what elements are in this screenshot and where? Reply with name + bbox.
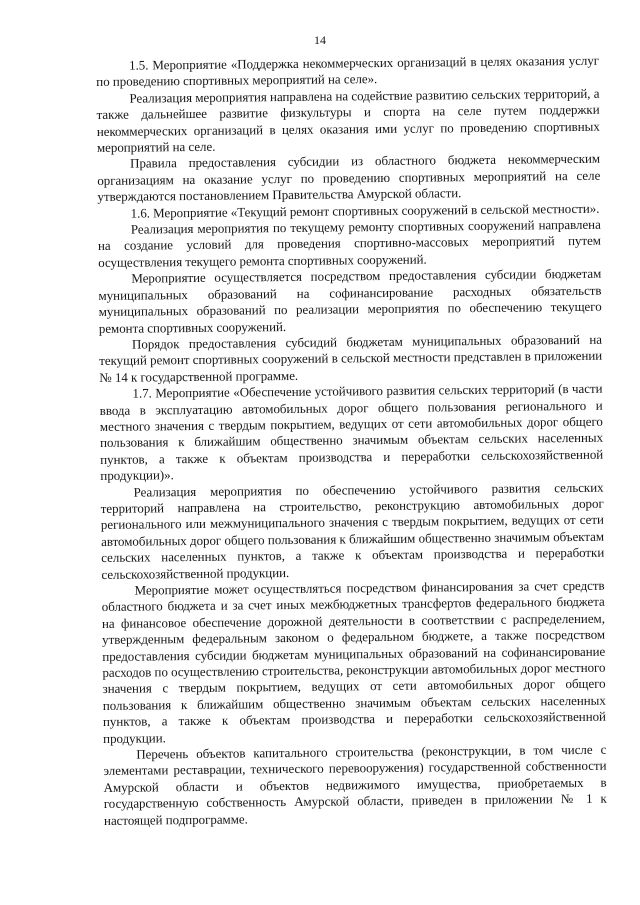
paragraph-1-5-heading: 1.5. Мероприятие «Поддержка некоммерческих организаций в целях оказания услуг по проведению спортивных мероприятий на селе».	[96, 52, 600, 90]
document-body	[96, 53, 607, 829]
paragraph-1-6-mechanism: Мероприятие осуществляется посредством предоставления субсидии бюджетам муниципальных образований на софинансирование расходных обязательств муниципальных образований по реализации мероприятия по обеспечению текущего ремонта спортивных сооружений.	[98, 266, 602, 336]
paragraph-1-7-object-list: Перечень объектов капитального строительства (реконструкции, в том числе с элементами реставрации, технического перевооружения) государственной собственности Амурской области и объектов недвижимого имущества, приобретаемых в государственную собственность Амурской области, приведен в приложении № 1 к настоящей подпрограмме.	[103, 741, 607, 828]
paragraph-1-7-heading: 1.7. Мероприятие «Обеспечение устойчивого развития сельских территорий (в части ввода в эксплуатацию автомобильных дорог общего пользования регионального и местного значения с твердым покрытием, ведущих от сети автомобильных дорог общего пользования к ближайшим общественно значимым объектам сельских населенных пунктов, а также к объектам производства и переработки сельскохозяйственной продукции)».	[99, 380, 604, 484]
page-number: 14	[314, 33, 326, 47]
paragraph-1-6-heading: 1.6. Мероприятие «Текущий ремонт спортивных сооружений в сельской местности».	[130, 200, 600, 221]
paragraph-1-7-financing: Мероприятие может осуществляться посредством финансирования за счет средств областного бюджета и за счет иных межбюджетных трансфертов федерального бюджета на финансовое обеспечение дорожной деятельности в соответствии с распределением, утвержденным федеральным законом о федеральном бюджете, а также посредством предоставления субсидии бюджетам муниципальных образований на софинансирование расходов по осуществлению строительства, реконструкции автомобильных дорог местного значения с твердым покрытием, ведущих от сети автомобильных дорог общего пользования к ближайшим общественно значимым объектам сельских населенных пунктов, а также к объектам производства и переработки сельскохозяйственной продукции.	[101, 577, 607, 746]
paragraph-1-6-purpose: Реализация мероприятия по текущему ремонту спортивных сооружений направлена на создание условий для проведения спортивно-массовых мероприятий путем осуществления текущего ремонта спортивных сооружений.	[97, 216, 602, 270]
paragraph-1-5-purpose: Реализация мероприятия направлена на содействие развитию сельских территорий, а также дальнейшее развитие физкультуры и спорта на селе путем поддержки некоммерческих организаций в целях оказания ими услуг по проведению спортивных мероприятий на селе.	[96, 85, 600, 156]
paragraph-1-5-rules: Правила предоставления субсидии из областного бюджета некоммерческим организациям на оказание услуг по проведению спортивных мероприятий на селе утверждаются постановлением Правительства Амурской области.	[97, 151, 601, 205]
paragraph-1-7-purpose: Реализация мероприятия по обеспечению устойчивого развития сельских территорий направлена на строительство, реконструкцию автомобильных дорог регионального или межмуниципального значения с твердым покрытием, ведущих от сети автомобильных дорог общего пользования к ближайшим общественно значимым объектам сельских населенных пунктов, а также к объектам производства и переработки сельскохозяйственной продукции.	[100, 479, 605, 582]
paragraph-1-6-procedure: Порядок предоставления субсидий бюджетам муниципальных образований на текущий ремонт спортивных сооружений в сельской местности представлен в приложении № 14 к государственной программе.	[99, 331, 603, 385]
